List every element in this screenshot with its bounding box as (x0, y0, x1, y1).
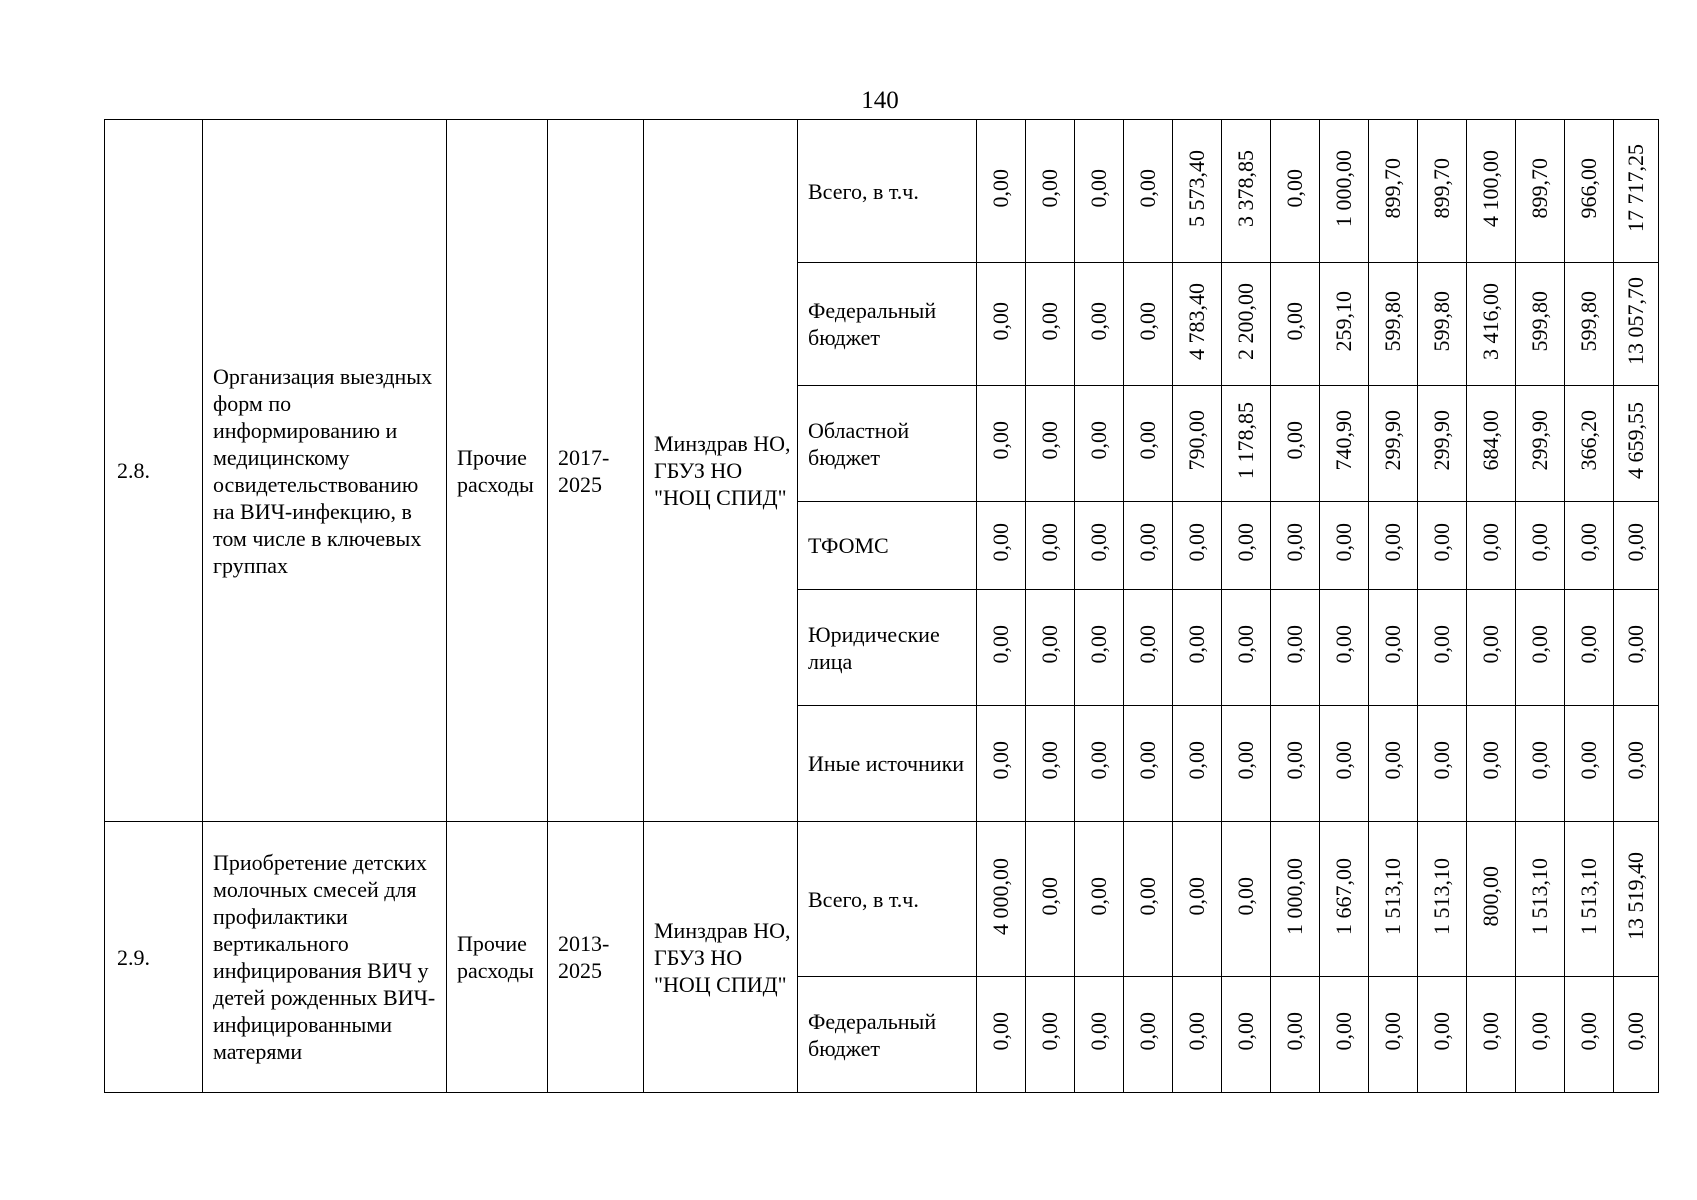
value-cell (1369, 502, 1418, 590)
value-cell (977, 502, 1026, 590)
value-cell (1320, 706, 1369, 822)
value-text: 0,00 (1576, 741, 1601, 780)
value-text: 0,00 (1086, 523, 1111, 562)
value-cell (1467, 263, 1516, 386)
value-text: 599,80 (1576, 290, 1601, 352)
funding-source: ТФОМС (798, 502, 977, 590)
executor: Минздрав НО, ГБУЗ НО "НОЦ СПИД" (644, 822, 798, 1093)
value-text: 0,00 (1331, 523, 1356, 562)
value-cell (1124, 502, 1173, 590)
value-cell (1516, 263, 1565, 386)
value-text: 0,00 (1037, 168, 1062, 208)
value-text: 0,00 (1380, 741, 1405, 780)
executor: Минздрав НО, ГБУЗ НО "НОЦ СПИД" (644, 120, 798, 822)
value-cell (977, 120, 1026, 263)
value-cell (1467, 977, 1516, 1093)
value-text: 0,00 (1135, 421, 1160, 460)
value-text: 0,00 (1478, 523, 1503, 562)
value-cell (1320, 263, 1369, 386)
value-cell (1369, 822, 1418, 977)
value-cell (1075, 822, 1124, 977)
value-text: 0,00 (988, 168, 1013, 208)
value-text: 0,00 (1086, 1012, 1111, 1051)
value-text: 599,80 (1429, 290, 1454, 352)
value-text: 0,00 (1282, 301, 1307, 341)
page-number: 140 (861, 87, 899, 114)
value-text: 0,00 (1135, 168, 1160, 208)
value-text: 0,00 (1331, 1012, 1356, 1051)
value-text: 0,00 (988, 741, 1013, 780)
value-text: 599,80 (1380, 290, 1405, 352)
value-text: 0,00 (1037, 876, 1062, 916)
value-cell (977, 822, 1026, 977)
value-text: 0,00 (1331, 741, 1356, 780)
value-text: 299,90 (1429, 410, 1454, 471)
value-cell (1173, 706, 1222, 822)
value-cell (1369, 977, 1418, 1093)
value-cell (1075, 706, 1124, 822)
value-cell (1565, 502, 1614, 590)
value-text: 599,80 (1527, 290, 1552, 352)
value-text: 0,00 (1086, 168, 1111, 208)
value-text: 0,00 (1527, 1012, 1552, 1051)
value-text: 0,00 (1282, 625, 1307, 664)
value-text: 0,00 (988, 301, 1013, 341)
value-cell (977, 706, 1026, 822)
value-text: 0,00 (1527, 523, 1552, 562)
value-cell (1222, 386, 1271, 502)
value-cell (1173, 120, 1222, 263)
value-cell (1614, 822, 1659, 977)
value-cell (1271, 502, 1320, 590)
value-text: 684,00 (1478, 410, 1503, 471)
value-text: 1 000,00 (1282, 857, 1307, 935)
value-text: 4 783,40 (1184, 282, 1209, 360)
value-text: 0,00 (1527, 625, 1552, 664)
value-text: 0,00 (988, 1012, 1013, 1051)
value-cell (1467, 590, 1516, 706)
value-cell (1271, 977, 1320, 1093)
value-cell (1565, 263, 1614, 386)
value-cell (1516, 120, 1565, 263)
value-cell (1222, 590, 1271, 706)
value-text: 0,00 (1331, 625, 1356, 664)
value-cell (977, 590, 1026, 706)
value-text: 0,00 (1576, 625, 1601, 664)
value-cell (1124, 263, 1173, 386)
value-text: 4 659,55 (1623, 402, 1648, 479)
value-cell (1369, 706, 1418, 822)
funding-source: Всего, в т.ч. (798, 120, 977, 263)
value-text: 0,00 (988, 625, 1013, 664)
value-cell (1614, 977, 1659, 1093)
value-text: 0,00 (1478, 1012, 1503, 1051)
value-text: 0,00 (1184, 625, 1209, 664)
value-cell (1418, 706, 1467, 822)
value-text: 0,00 (1429, 1012, 1454, 1051)
value-cell (1075, 502, 1124, 590)
value-text: 0,00 (1233, 876, 1258, 916)
value-text: 0,00 (1623, 523, 1648, 562)
value-text: 740,90 (1331, 410, 1356, 471)
value-cell (1320, 386, 1369, 502)
value-cell (1516, 502, 1565, 590)
value-cell (1418, 590, 1467, 706)
value-cell (1565, 386, 1614, 502)
value-cell (1271, 263, 1320, 386)
funding-source: Иные источники (798, 706, 977, 822)
value-cell (1124, 822, 1173, 977)
value-text: 0,00 (1623, 741, 1648, 780)
value-text: 3 378,85 (1233, 149, 1258, 227)
value-cell (1271, 706, 1320, 822)
funding-source: Федеральный бюджет (798, 977, 977, 1093)
row-number: 2.8. (105, 120, 203, 822)
value-text: 0,00 (1478, 741, 1503, 780)
activity-name: Организация выездных форм по информированию и медицинскому освидетельствованию на ВИЧ-инфекцию, в том числе в ключевых группах (203, 120, 447, 822)
value-cell (1320, 590, 1369, 706)
value-cell (1026, 822, 1075, 977)
value-cell (1026, 120, 1075, 263)
value-text: 0,00 (1478, 625, 1503, 664)
value-cell (1516, 590, 1565, 706)
table-body (105, 120, 1659, 1093)
funding-source: Федеральный бюджет (798, 263, 977, 386)
implementation-period: 2013-2025 (548, 822, 644, 1093)
budget-table (104, 119, 1659, 1093)
value-cell (977, 386, 1026, 502)
value-text: 0,00 (1380, 625, 1405, 664)
value-text: 0,00 (1037, 1012, 1062, 1051)
value-text: 1 000,00 (1331, 149, 1356, 227)
value-cell (1516, 822, 1565, 977)
value-cell (1173, 590, 1222, 706)
value-cell (1565, 120, 1614, 263)
value-text: 899,70 (1527, 157, 1552, 219)
value-text: 13 057,70 (1623, 277, 1648, 365)
value-cell (1467, 502, 1516, 590)
value-cell (1614, 120, 1659, 263)
value-text: 966,00 (1576, 157, 1601, 219)
value-text: 0,00 (1527, 741, 1552, 780)
value-cell (1418, 502, 1467, 590)
row-number: 2.9. (105, 822, 203, 1093)
value-cell (1271, 822, 1320, 977)
value-cell (1075, 120, 1124, 263)
value-cell (1565, 706, 1614, 822)
value-cell (1124, 706, 1173, 822)
value-cell (1565, 977, 1614, 1093)
value-text: 0,00 (1282, 421, 1307, 460)
value-cell (1075, 977, 1124, 1093)
value-cell (1075, 263, 1124, 386)
value-text: 5 573,40 (1184, 149, 1209, 227)
value-cell (1565, 822, 1614, 977)
value-cell (1026, 502, 1075, 590)
value-text: 0,00 (1233, 741, 1258, 780)
value-text: 366,20 (1576, 410, 1601, 471)
value-cell (1369, 120, 1418, 263)
funding-source: Областной бюджет (798, 386, 977, 502)
value-text: 790,00 (1184, 410, 1209, 471)
value-text: 299,90 (1527, 410, 1552, 471)
value-text: 0,00 (1135, 741, 1160, 780)
value-text: 2 200,00 (1233, 282, 1258, 360)
value-text: 0,00 (988, 523, 1013, 562)
value-cell (1320, 822, 1369, 977)
value-cell (1614, 502, 1659, 590)
value-cell (1614, 386, 1659, 502)
value-text: 0,00 (1086, 625, 1111, 664)
value-cell (1565, 590, 1614, 706)
value-text: 13 519,40 (1623, 852, 1648, 940)
expense-category: Прочие расходы (447, 822, 548, 1093)
value-text: 0,00 (1086, 421, 1111, 460)
value-cell (977, 263, 1026, 386)
value-cell (1467, 120, 1516, 263)
value-text: 299,90 (1380, 410, 1405, 471)
value-text: 0,00 (1282, 741, 1307, 780)
value-text: 0,00 (1184, 523, 1209, 562)
value-text: 259,10 (1331, 290, 1356, 352)
value-text: 0,00 (1086, 301, 1111, 341)
value-cell (1614, 590, 1659, 706)
value-text: 0,00 (1282, 168, 1307, 208)
value-cell (1516, 977, 1565, 1093)
value-text: 0,00 (1135, 523, 1160, 562)
value-cell (1173, 977, 1222, 1093)
value-cell (1516, 386, 1565, 502)
value-text: 0,00 (1037, 523, 1062, 562)
value-text: 0,00 (1233, 1012, 1258, 1051)
value-cell (1271, 120, 1320, 263)
value-text: 0,00 (1623, 1012, 1648, 1051)
value-text: 800,00 (1478, 865, 1503, 927)
value-cell (1614, 706, 1659, 822)
value-text: 0,00 (1380, 523, 1405, 562)
value-text: 4 000,00 (988, 857, 1013, 935)
value-cell (1173, 502, 1222, 590)
value-cell (1320, 502, 1369, 590)
value-cell (1124, 977, 1173, 1093)
value-text: 0,00 (1429, 625, 1454, 664)
value-cell (977, 977, 1026, 1093)
value-cell (1467, 706, 1516, 822)
value-text: 0,00 (1086, 741, 1111, 780)
value-text: 0,00 (1576, 523, 1601, 562)
value-cell (1222, 502, 1271, 590)
value-cell (1124, 590, 1173, 706)
table-row (105, 822, 1659, 977)
value-cell (1222, 263, 1271, 386)
value-cell (1418, 263, 1467, 386)
value-text: 0,00 (1135, 1012, 1160, 1051)
value-text: 1 178,85 (1233, 402, 1258, 479)
value-text: 0,00 (1037, 625, 1062, 664)
value-cell (1369, 386, 1418, 502)
value-cell (1418, 120, 1467, 263)
value-cell (1516, 706, 1565, 822)
activity-name: Приобретение детских молочных смесей для профилактики вертикального инфицирования ВИЧ у детей рожденных ВИЧ-инфицированными матерями (203, 822, 447, 1093)
value-cell (1173, 386, 1222, 502)
value-text: 0,00 (1576, 1012, 1601, 1051)
value-text: 0,00 (1282, 1012, 1307, 1051)
value-cell (1124, 120, 1173, 263)
value-text: 0,00 (1135, 625, 1160, 664)
value-text: 4 100,00 (1478, 149, 1503, 227)
value-text: 899,70 (1380, 157, 1405, 219)
value-text: 0,00 (988, 421, 1013, 460)
value-text: 0,00 (1184, 741, 1209, 780)
value-text: 1 667,00 (1331, 857, 1356, 935)
value-text: 0,00 (1429, 523, 1454, 562)
value-cell (1467, 386, 1516, 502)
value-cell (1173, 263, 1222, 386)
value-cell (1369, 263, 1418, 386)
value-cell (1418, 386, 1467, 502)
value-cell (1467, 822, 1516, 977)
value-cell (1026, 706, 1075, 822)
value-cell (1124, 386, 1173, 502)
value-text: 0,00 (1086, 876, 1111, 916)
value-cell (1320, 977, 1369, 1093)
value-cell (1026, 977, 1075, 1093)
value-cell (1271, 590, 1320, 706)
funding-source: Всего, в т.ч. (798, 822, 977, 977)
value-text: 0,00 (1380, 1012, 1405, 1051)
value-text: 0,00 (1037, 741, 1062, 780)
value-text: 0,00 (1037, 301, 1062, 341)
value-cell (1222, 822, 1271, 977)
value-cell (1418, 977, 1467, 1093)
value-text: 1 513,10 (1380, 857, 1405, 935)
value-text: 0,00 (1233, 523, 1258, 562)
value-cell (1222, 120, 1271, 263)
value-text: 1 513,10 (1527, 857, 1552, 935)
value-text: 1 513,10 (1576, 857, 1601, 935)
value-text: 0,00 (1135, 876, 1160, 916)
value-cell (1026, 590, 1075, 706)
value-cell (1271, 386, 1320, 502)
expense-category: Прочие расходы (447, 120, 548, 822)
value-text: 0,00 (1623, 625, 1648, 664)
value-cell (1075, 386, 1124, 502)
value-cell (1369, 590, 1418, 706)
value-text: 0,00 (1037, 421, 1062, 460)
value-cell (1418, 822, 1467, 977)
value-text: 0,00 (1429, 741, 1454, 780)
value-text: 0,00 (1282, 523, 1307, 562)
value-cell (1614, 263, 1659, 386)
value-cell (1026, 386, 1075, 502)
value-text: 0,00 (1184, 876, 1209, 916)
implementation-period: 2017-2025 (548, 120, 644, 822)
funding-source: Юридические лица (798, 590, 977, 706)
value-cell (1222, 706, 1271, 822)
value-cell (1320, 120, 1369, 263)
value-cell (1026, 263, 1075, 386)
value-text: 17 717,25 (1623, 144, 1648, 232)
value-text: 1 513,10 (1429, 857, 1454, 935)
value-text: 0,00 (1135, 301, 1160, 341)
value-cell (1173, 822, 1222, 977)
value-text: 3 416,00 (1478, 282, 1503, 360)
value-cell (1075, 590, 1124, 706)
value-text: 0,00 (1184, 1012, 1209, 1051)
value-text: 899,70 (1429, 157, 1454, 219)
table-row (105, 120, 1659, 263)
value-text: 0,00 (1233, 625, 1258, 664)
value-cell (1222, 977, 1271, 1093)
